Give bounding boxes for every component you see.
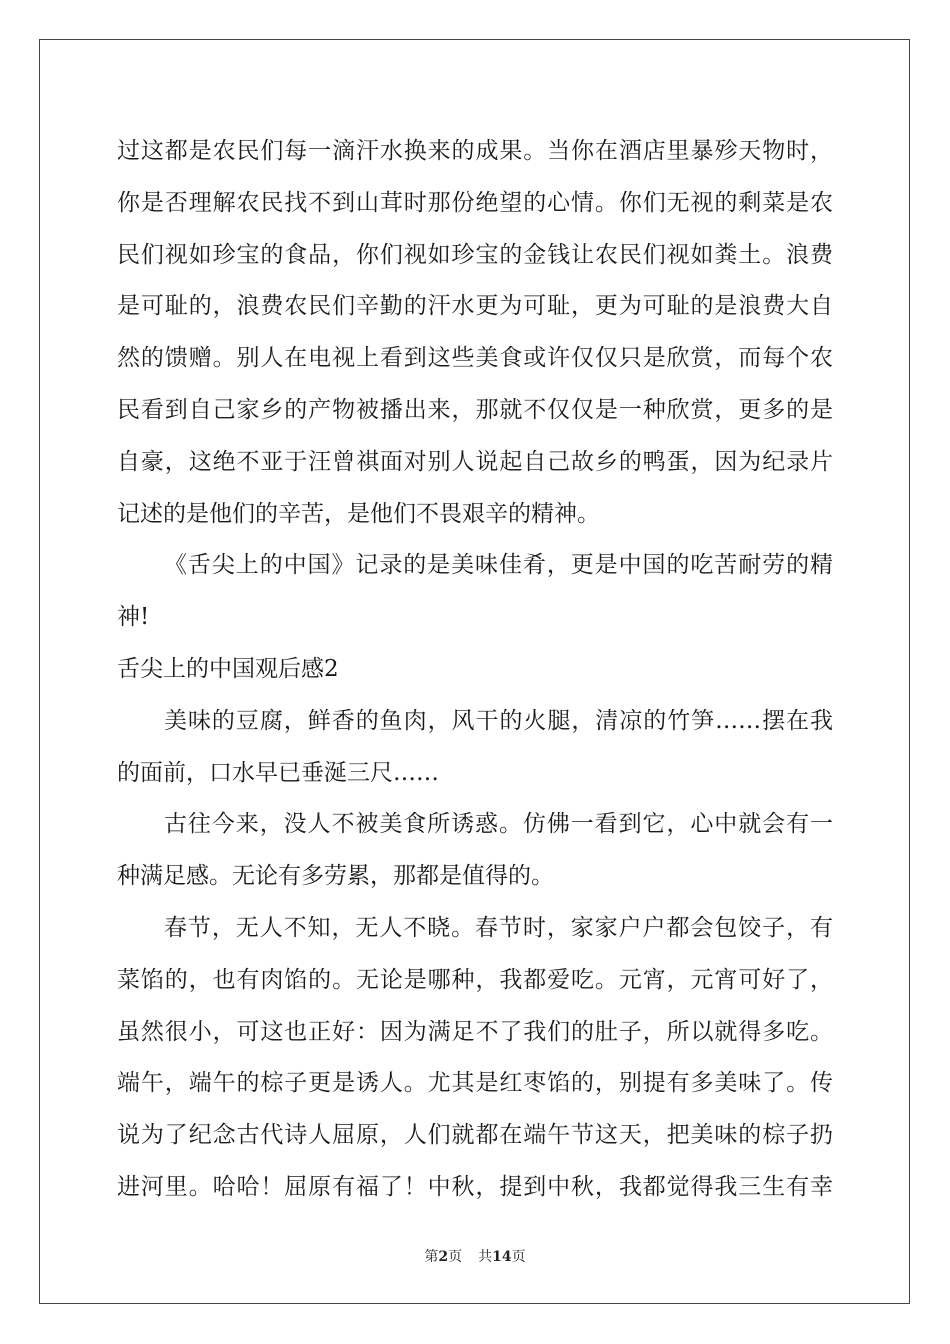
total-prefix: 共 (478, 1249, 493, 1265)
text-line: 美味的豆腐，鲜香的鱼肉，风干的火腿，清凉的竹笋……摆在我 (164, 707, 833, 734)
page-footer (0, 1246, 950, 1266)
text-line: 是可耻的，浪费农民们辛勤的汗水更为可耻，更为可耻的是浪费大自 (117, 293, 833, 320)
text-line: 《舌尖上的中国》记录的是美味佳肴，更是中国的吃苦耐劳的精 (164, 552, 833, 579)
text-line: 古往今来，没人不被美食所诱惑。仿佛一看到它，心中就会有一 (164, 811, 833, 838)
text-line: 进河里。哈哈！屈原有福了！中秋，提到中秋，我都觉得我三生有幸 (117, 1173, 833, 1200)
text-line: 民看到自己家乡的产物被播出来，那就不仅仅是一种欣赏，更多的是 (117, 396, 833, 423)
text-line: 虽然很小，可这也正好：因为满足不了我们的肚子，所以就得多吃。 (117, 1018, 833, 1045)
total-suffix: 页 (511, 1249, 526, 1265)
text-line: 过这都是农民们每一滴汗水换来的成果。当你在酒店里暴殄天物时， (117, 138, 833, 164)
text-line: 端午，端午的棕子更是诱人。尤其是红枣馅的，别提有多美味了。传 (117, 1070, 833, 1097)
page-suffix: 页 (448, 1249, 463, 1265)
page-number: 2 (438, 1249, 449, 1265)
text-line: 然的馈赠。别人在电视上看到这些美食或许仅仅只是欣赏，而每个农 (117, 345, 833, 372)
text-line: 的面前，口水早已垂涎三尺…… (117, 759, 439, 786)
text-line: 民们视如珍宝的食品，你们视如珍宝的金钱让农民们视如粪土。浪费 (117, 241, 833, 268)
page-prefix: 第 (424, 1249, 439, 1265)
section-heading: 舌尖上的中国观后感2 (117, 655, 339, 682)
text-line: 记述的是他们的辛苦，是他们不畏艰辛的精神。 (117, 500, 600, 527)
text-line: 种满足感。无论有多劳累，那都是值得的。 (117, 863, 554, 890)
text-line: 你是否理解农民找不到山茸时那份绝望的心情。你们无视的剩菜是农 (117, 189, 833, 216)
text-line: 说为了纪念古代诗人屈原，人们就都在端午节这天，把美味的棕子扔 (117, 1122, 833, 1149)
text-line: 自豪，这绝不亚于汪曾祺面对别人说起自己故乡的鸭蛋，因为纪录片 (117, 448, 833, 475)
text-line: 菜馅的，也有肉馅的。无论是哪种，我都爱吃。元宵，元宵可好了， (117, 966, 833, 993)
document-body (117, 126, 833, 1214)
total-pages: 14 (492, 1249, 512, 1265)
text-line: 神! (117, 604, 150, 631)
text-line: 春节，无人不知，无人不晓。春节时，家家户户都会包饺子，有 (164, 914, 833, 941)
